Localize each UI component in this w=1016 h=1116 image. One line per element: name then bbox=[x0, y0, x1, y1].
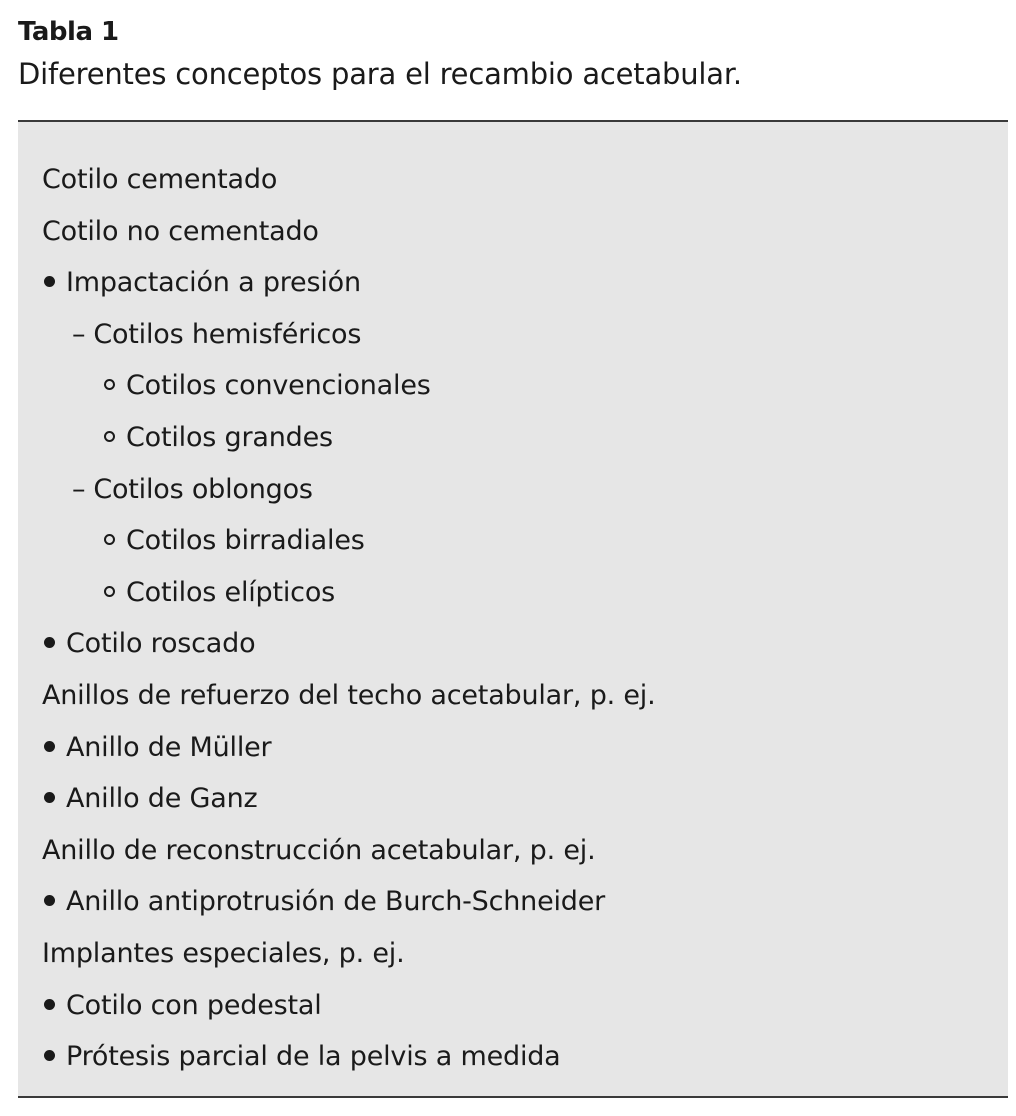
list-item bbox=[42, 670, 656, 722]
hollow-bullet-icon bbox=[104, 431, 115, 442]
filled-bullet-icon bbox=[44, 999, 55, 1010]
dash-marker: – bbox=[72, 473, 86, 505]
list-item-text: Cotilos convencionales bbox=[126, 370, 431, 402]
list-item-text: Cotilo no cementado bbox=[42, 215, 319, 247]
hollow-bullet-icon bbox=[104, 379, 115, 390]
list-item bbox=[42, 618, 656, 670]
list-item bbox=[42, 773, 656, 825]
filled-bullet-icon bbox=[44, 637, 55, 648]
hollow-bullet-icon bbox=[104, 586, 115, 597]
list-item-text: Anillo antiprotrusión de Burch-Schneider bbox=[66, 886, 606, 918]
list-item-text: Impactación a presión bbox=[66, 267, 361, 299]
list-item-text: Cotilos elípticos bbox=[126, 576, 336, 608]
list-item bbox=[42, 1031, 656, 1083]
table-header bbox=[18, 14, 1008, 94]
list-item-text: Cotilos birradiales bbox=[126, 525, 365, 557]
list-item bbox=[42, 154, 656, 206]
filled-bullet-icon bbox=[44, 741, 55, 752]
list-item-text: Cotilo cementado bbox=[42, 164, 278, 195]
list-item bbox=[42, 206, 656, 258]
list-item-text: Cotilos oblongos bbox=[93, 473, 313, 505]
list-item-text: Prótesis parcial de la pelvis a medida bbox=[66, 1041, 561, 1073]
list-item bbox=[42, 309, 656, 361]
filled-bullet-icon bbox=[44, 1050, 55, 1061]
list-item bbox=[42, 464, 656, 516]
filled-bullet-icon bbox=[44, 895, 55, 906]
dash-marker: – bbox=[72, 318, 86, 350]
concept-list bbox=[42, 154, 656, 1083]
list-item bbox=[42, 567, 656, 619]
hollow-bullet-icon bbox=[104, 534, 115, 545]
list-item-text: Cotilos grandes bbox=[126, 421, 333, 453]
table-caption: Diferentes conceptos para el recambio acetabular. bbox=[18, 57, 742, 91]
list-item bbox=[42, 876, 656, 928]
table-panel bbox=[18, 120, 1008, 1098]
filled-bullet-icon bbox=[44, 792, 55, 803]
list-item bbox=[42, 515, 656, 567]
list-item-text: Anillo de reconstrucción acetabular, p. ej. bbox=[42, 834, 596, 866]
list-item bbox=[42, 412, 656, 464]
list-item-text: Cotilos hemisféricos bbox=[93, 318, 362, 350]
list-item bbox=[42, 360, 656, 412]
list-item bbox=[42, 928, 656, 980]
list-item bbox=[42, 980, 656, 1032]
list-item-text: Anillo de Müller bbox=[66, 731, 272, 763]
table-number: Tabla 1 bbox=[18, 17, 119, 47]
filled-bullet-icon bbox=[44, 276, 55, 287]
list-item bbox=[42, 722, 656, 774]
list-item-text: Anillos de refuerzo del techo acetabular, p. ej. bbox=[42, 679, 656, 711]
list-item-text: Cotilo con pedestal bbox=[66, 989, 322, 1021]
list-item-text: Cotilo roscado bbox=[66, 628, 256, 660]
list-item bbox=[42, 257, 656, 309]
list-item bbox=[42, 825, 656, 877]
list-item-text: Implantes especiales, p. ej. bbox=[42, 937, 405, 969]
list-item-text: Anillo de Ganz bbox=[66, 783, 258, 815]
